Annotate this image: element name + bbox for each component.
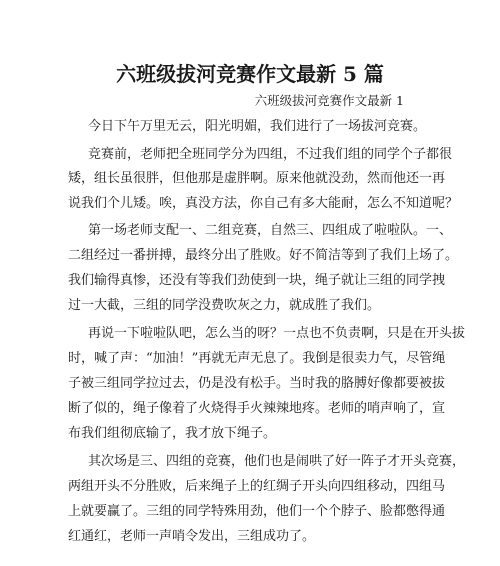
paragraph-line: 过一大截，三组的同学没费吹灰之力，就成胜了我们。 <box>68 298 381 313</box>
document-subtitle: 六班级拔河竞赛作文最新 1 <box>254 93 404 108</box>
paragraph-line: 竞赛前，老师把全班同学分为四组，不过我们组的同学个子都很 <box>88 147 453 162</box>
document-title: 六班级拔河竞赛作文最新 5 篇 <box>116 62 384 86</box>
paragraph-line: 二组经过一番拼搏，最终分出了胜败。好不简洁等到了我们上场了。 <box>68 248 459 263</box>
paragraph-line: 上就要赢了。三组的同学特殊用劲，他们一个个脖子、脸都憋得通 <box>68 504 446 519</box>
paragraph-line: 断了似的，绳子像着了火烧得手火辣辣地疼。老师的哨声响了，宣 <box>68 401 446 416</box>
paragraph-line: 布我们组彻底输了，我才放下绳子。 <box>68 426 277 441</box>
paragraph-line: 我们输得真惨，还没有等我们劲使到一块，绳子就让三组的同学拽 <box>68 273 446 288</box>
paragraph-line: 再说一下啦啦队吧，怎么当的呀？一点也不负责啊，只是在开头拔 <box>88 326 466 341</box>
paragraph-line: 第一场老师支配一、二组竞赛，自然三、四组成了啦啦队。一、 <box>88 223 453 238</box>
paragraph-line: 说我们个儿矮。唉，真没方法，你自己有多大能耐，怎么不知道呢？ <box>68 196 459 211</box>
paragraph-line: 矮，组长虽很胖，但他那是虚胖啊。原来他就没劲，然而他还一再 <box>68 171 446 186</box>
paragraph-line: 时，喊了声：“加油！”再就无声无息了。我倒是很卖力气，尽管绳 <box>68 351 446 366</box>
paragraph-line: 红通红，老师一声哨令发出，三组成功了。 <box>68 529 316 544</box>
paragraph-line: 今日下午万里无云，阳光明媚，我们进行了一场拔河竞赛。 <box>88 119 427 134</box>
paragraph-line: 子被三组同学拉过去，仍是没有松手。当时我的胳膊好像都要被拔 <box>68 376 446 391</box>
paragraph-line: 两组开头不分胜败，后来绳子上的红绸子开头向四组移动，四组马 <box>68 479 446 494</box>
paragraph-line: 其次场是三、四组的竞赛，他们也是闹哄了好一阵子才开头竞赛， <box>88 454 466 469</box>
